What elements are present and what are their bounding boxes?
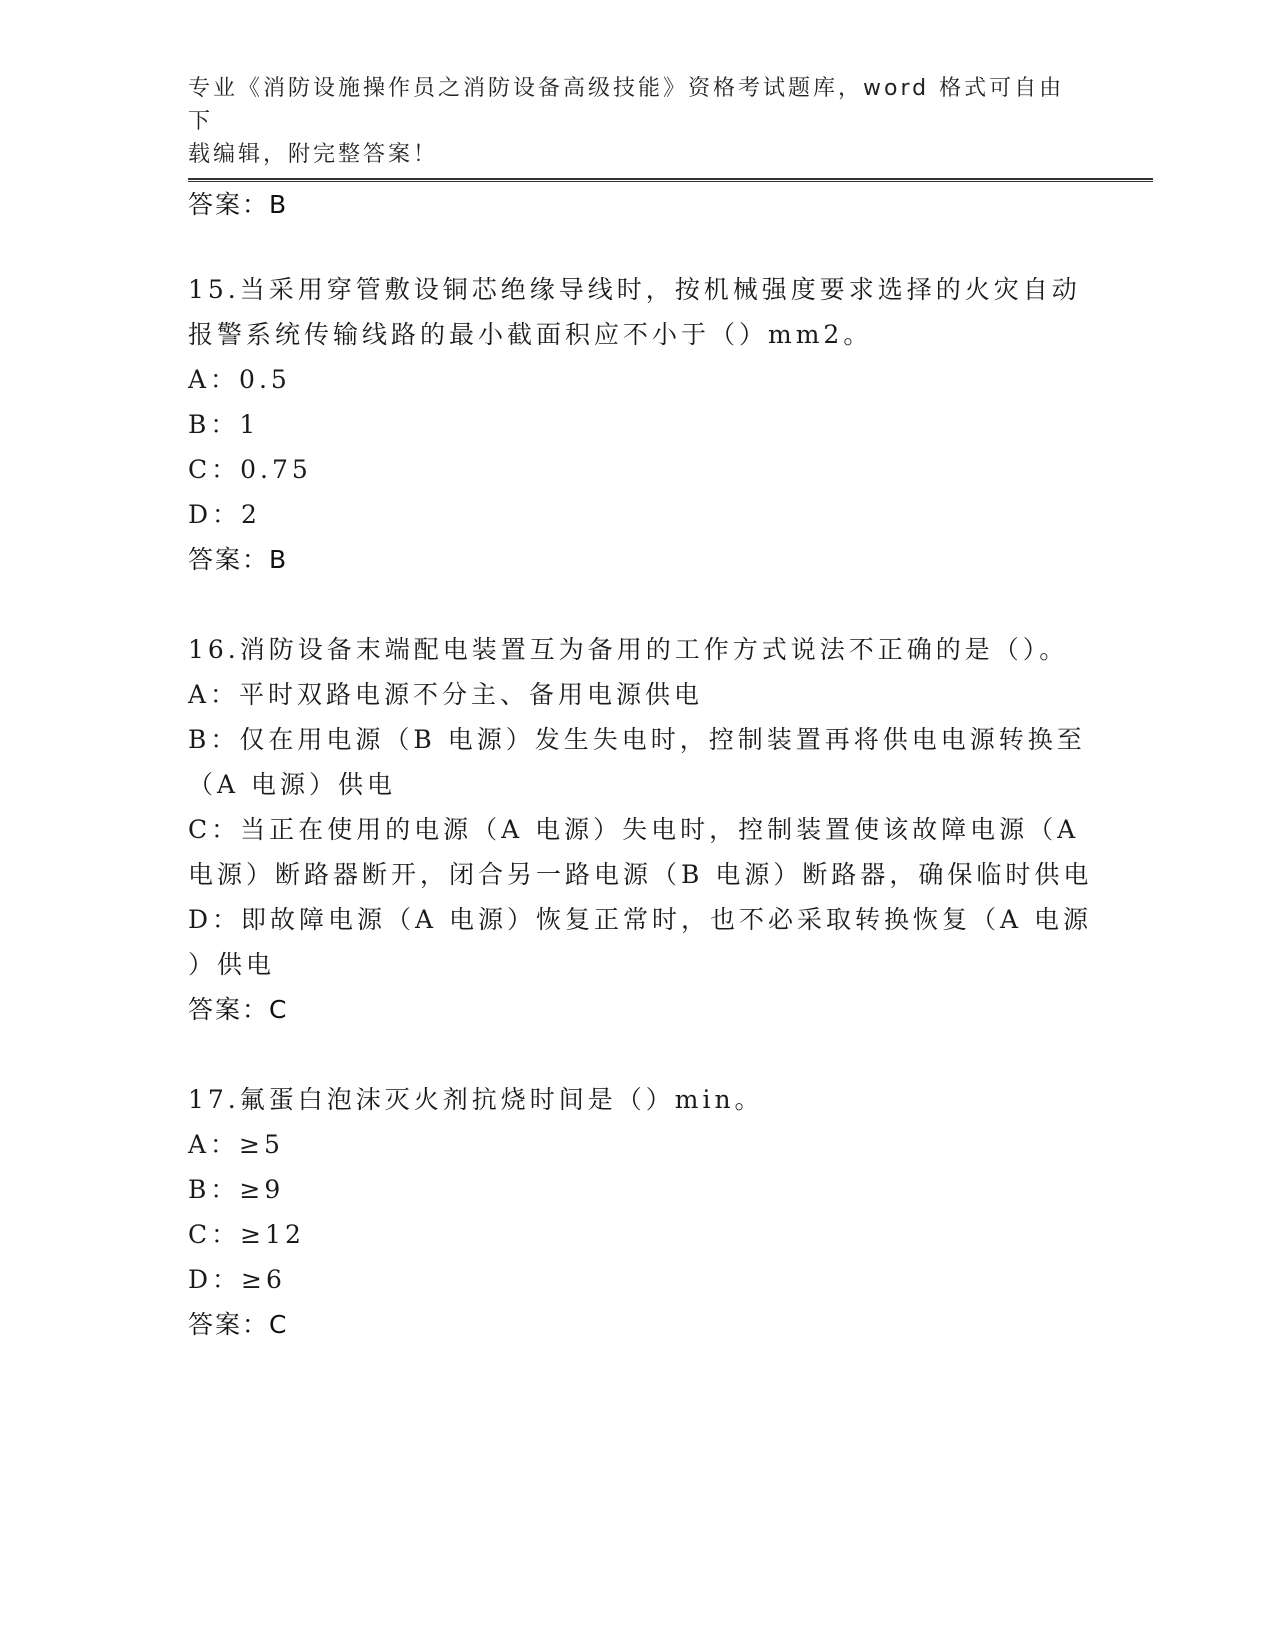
q15-stem-line-1: 15.当采用穿管敷设铜芯绝缘导线时，按机械强度要求选择的火灾自动 bbox=[188, 275, 1081, 304]
q17-option-c: C：≥12 bbox=[188, 1220, 305, 1249]
q16-option-c-line-2: 电源）断路器断开，闭合另一路电源（B 电源）断路器，确保临时供电 bbox=[188, 860, 1093, 889]
q17-option-b: B：≥9 bbox=[188, 1175, 285, 1204]
q15-answer: 答案：B bbox=[188, 545, 289, 574]
answer-14: 答案：B bbox=[188, 190, 289, 219]
q16-option-b-line-1: B：仅在用电源（B 电源）发生失电时，控制装置再将供电电源转换至 bbox=[188, 725, 1086, 754]
q17-stem: 17.氟蛋白泡沫灭火剂抗烧时间是（）min。 bbox=[188, 1085, 764, 1114]
q16-option-c-line-1: C：当正在使用的电源（A 电源）失电时，控制装置使该故障电源（A bbox=[188, 815, 1080, 844]
q15-option-d: D：2 bbox=[188, 500, 261, 529]
q17-option-a: A：≥5 bbox=[188, 1130, 284, 1159]
q16-answer: 答案：C bbox=[188, 995, 289, 1024]
q15-option-b: B：1 bbox=[188, 410, 260, 439]
q16-option-a: A：平时双路电源不分主、备用电源供电 bbox=[188, 680, 704, 709]
q16-option-b-line-2: （A 电源）供电 bbox=[188, 770, 397, 799]
q17-option-d: D：≥6 bbox=[188, 1265, 286, 1294]
q17-answer: 答案：C bbox=[188, 1310, 289, 1339]
q15-option-c: C：0.75 bbox=[188, 455, 312, 484]
document-header bbox=[188, 72, 1088, 171]
q15-option-a: A：0.5 bbox=[188, 365, 291, 394]
q16-option-d-line-2: ）供电 bbox=[188, 950, 276, 979]
header-line-2: 载编辑，附完整答案！ bbox=[188, 142, 439, 167]
header-divider bbox=[188, 178, 1153, 182]
q15-stem-line-2: 报警系统传输线路的最小截面积应不小于（）mm2。 bbox=[188, 320, 873, 349]
q16-option-d-line-1: D：即故障电源（A 电源）恢复正常时，也不必采取转换恢复（A 电源 bbox=[188, 905, 1093, 934]
header-line-1: 专业《消防设施操作员之消防设备高级技能》资格考试题库，word 格式可自由下 bbox=[188, 76, 1065, 134]
q16-stem: 16.消防设备末端配电装置互为备用的工作方式说法不正确的是（）。 bbox=[188, 635, 1069, 664]
